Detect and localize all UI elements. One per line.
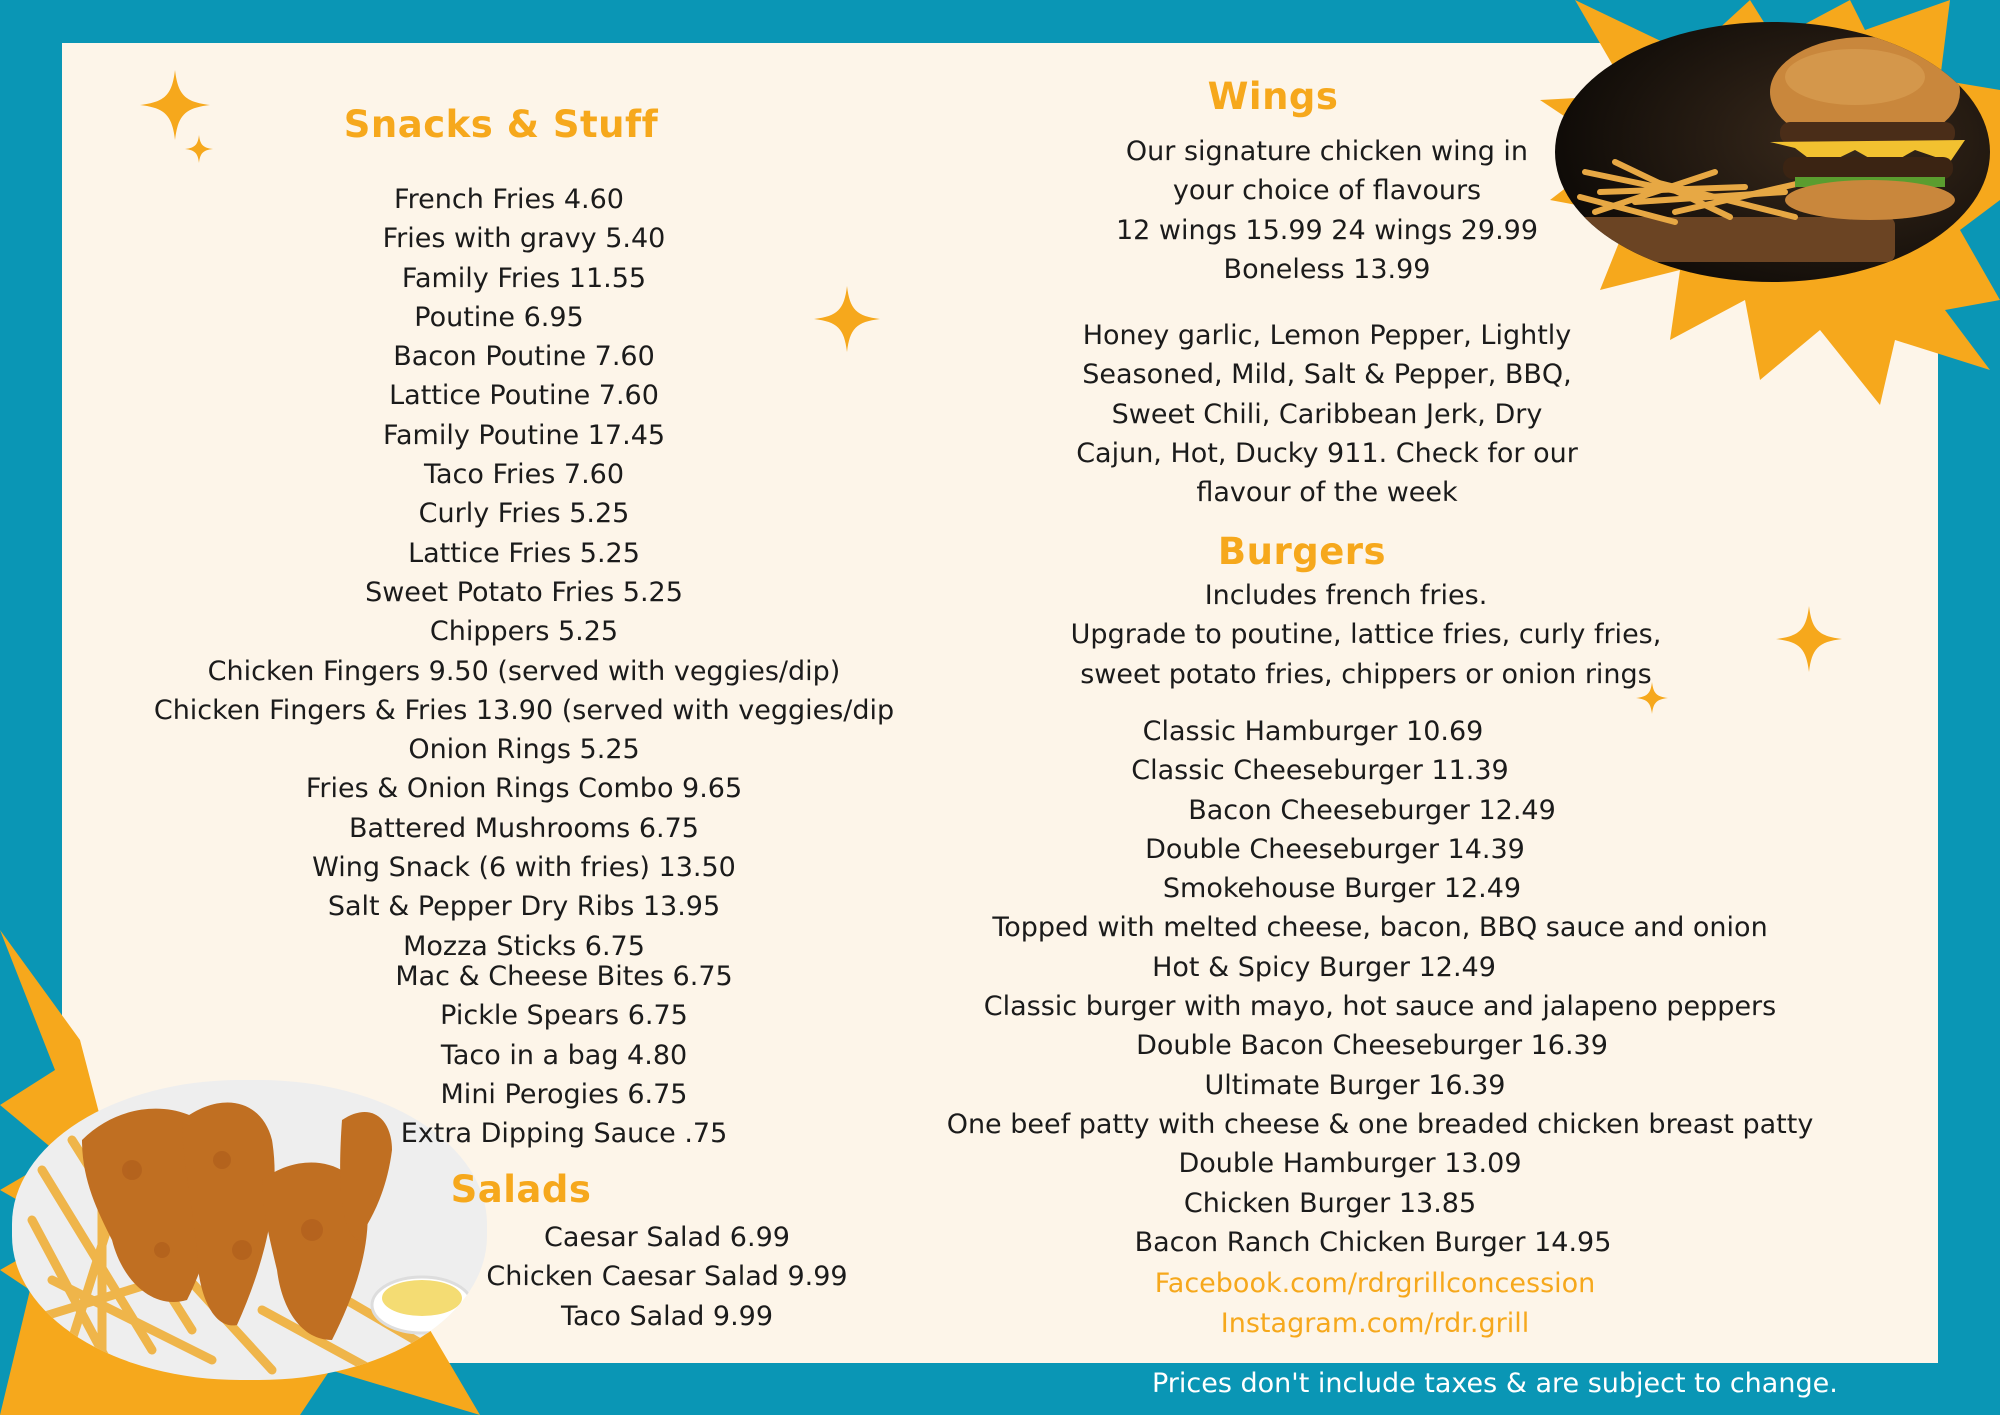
list-item: Smokehouse Burger 12.49	[1162, 873, 1522, 905]
list-item: Taco Salad 9.99	[560, 1300, 774, 1332]
list-item: Fries & Onion Rings Combo 9.65	[305, 773, 743, 805]
list-item: Ultimate Burger 16.39	[1204, 1069, 1506, 1101]
wings-line: Boneless 13.99	[1223, 253, 1431, 285]
list-item: Family Poutine 17.45	[382, 419, 666, 451]
wings-line: 12 wings 15.99 24 wings 29.99	[1115, 214, 1539, 246]
instagram-link[interactable]: Instagram.com/rdr.grill	[1220, 1308, 1530, 1339]
burgers-list	[947, 712, 1814, 1262]
price-disclaimer: Prices don't include taxes & are subject to change.	[1152, 1368, 1838, 1399]
list-item: Lattice Fries 5.25	[408, 537, 640, 569]
list-item: Mini Perogies 6.75	[440, 1078, 688, 1110]
list-item: Sweet Potato Fries 5.25	[365, 576, 683, 608]
flavours-line: Cajun, Hot, Ducky 911. Check for our	[1076, 437, 1578, 469]
burgers-heading: Burgers	[1217, 530, 1387, 573]
list-item: Taco Fries 7.60	[423, 459, 625, 491]
burgers-intro	[1071, 576, 1662, 694]
list-item: Chicken Fingers & Fries 13.90 (served with veggies/dip	[153, 694, 895, 726]
list-item: Family Fries 11.55	[401, 262, 647, 294]
list-item: Pickle Spears 6.75	[440, 1000, 688, 1032]
snacks-list-continued	[395, 957, 732, 1153]
snacks-heading: Snacks & Stuff	[343, 103, 659, 146]
list-item: Chicken Burger 13.85	[1183, 1187, 1477, 1219]
burger-photo	[1555, 22, 1990, 282]
burgers-intro-line: Upgrade to poutine, lattice fries, curly fries,	[1070, 619, 1662, 651]
list-item: One beef patty with cheese & one breaded chicken breast patty	[946, 1108, 1814, 1140]
snacks-list	[154, 180, 894, 966]
flavours-line: flavour of the week	[1196, 477, 1458, 509]
list-item: Extra Dipping Sauce .75	[400, 1118, 728, 1150]
flavours-line: Honey garlic, Lemon Pepper, Lightly	[1082, 320, 1572, 351]
wings-line: Our signature chicken wing in	[1125, 136, 1529, 167]
list-item: Wing Snack (6 with fries) 13.50	[312, 852, 736, 884]
list-item: Caesar Salad 6.99	[544, 1222, 790, 1253]
list-item: Classic Hamburger 10.69	[1142, 716, 1484, 747]
list-item: Bacon Cheeseburger 12.49	[1188, 794, 1556, 826]
list-item: Bacon Ranch Chicken Burger 14.95	[1134, 1226, 1612, 1258]
list-item: Battered Mushrooms 6.75	[349, 812, 699, 844]
salads-heading: Salads	[450, 1168, 592, 1211]
list-item: Chippers 5.25	[429, 616, 619, 648]
wings-line: your choice of flavours	[1172, 175, 1482, 207]
burgers-intro-line: sweet potato fries, chippers or onion rings	[1080, 658, 1652, 690]
list-item: Poutine 6.95	[414, 301, 584, 333]
flavours-line: Sweet Chili, Caribbean Jerk, Dry	[1111, 398, 1543, 430]
list-item: Classic Cheeseburger 11.39	[1131, 755, 1509, 787]
wings-heading: Wings	[1207, 75, 1339, 118]
list-item: Double Bacon Cheeseburger 16.39	[1136, 1030, 1608, 1062]
list-item: Fries with gravy 5.40	[382, 223, 666, 255]
list-item: Chicken Caesar Salad 9.99	[486, 1261, 848, 1293]
salads-list	[486, 1218, 847, 1336]
list-item: Mozza Sticks 6.75	[403, 930, 645, 962]
sparkle-small-top-left-icon	[185, 135, 213, 163]
list-item: Curly Fries 5.25	[418, 498, 630, 530]
list-item: Topped with melted cheese, bacon, BBQ sauce and onion	[992, 912, 1768, 944]
burgers-intro-line: Includes french fries.	[1204, 580, 1488, 611]
list-item: Taco in a bag 4.80	[440, 1039, 688, 1071]
list-item: Hot & Spicy Burger 12.49	[1152, 951, 1496, 983]
wings-description	[1116, 132, 1538, 289]
list-item: French Fries 4.60	[394, 184, 624, 215]
list-item: Onion Rings 5.25	[408, 734, 640, 766]
list-item: Double Cheeseburger 14.39	[1145, 833, 1525, 865]
wings-flavours	[1076, 316, 1578, 512]
flavours-line: Seasoned, Mild, Salt & Pepper, BBQ,	[1082, 359, 1572, 391]
list-item: Double Hamburger 13.09	[1178, 1148, 1522, 1180]
sparkle-right-icon	[1776, 606, 1842, 672]
list-item: Bacon Poutine 7.60	[393, 341, 655, 373]
list-item: Salt & Pepper Dry Ribs 13.95	[327, 891, 721, 923]
list-item: Chicken Fingers 9.50 (served with veggies/dip)	[207, 655, 841, 687]
list-item: Lattice Poutine 7.60	[389, 380, 659, 412]
facebook-link[interactable]: Facebook.com/rdrgrillconcession	[1154, 1268, 1596, 1299]
list-item: Mac & Cheese Bites 6.75	[395, 961, 733, 992]
list-item: Classic burger with mayo, hot sauce and jalapeno peppers	[983, 991, 1777, 1023]
sparkle-large-top-left-icon	[140, 70, 210, 140]
